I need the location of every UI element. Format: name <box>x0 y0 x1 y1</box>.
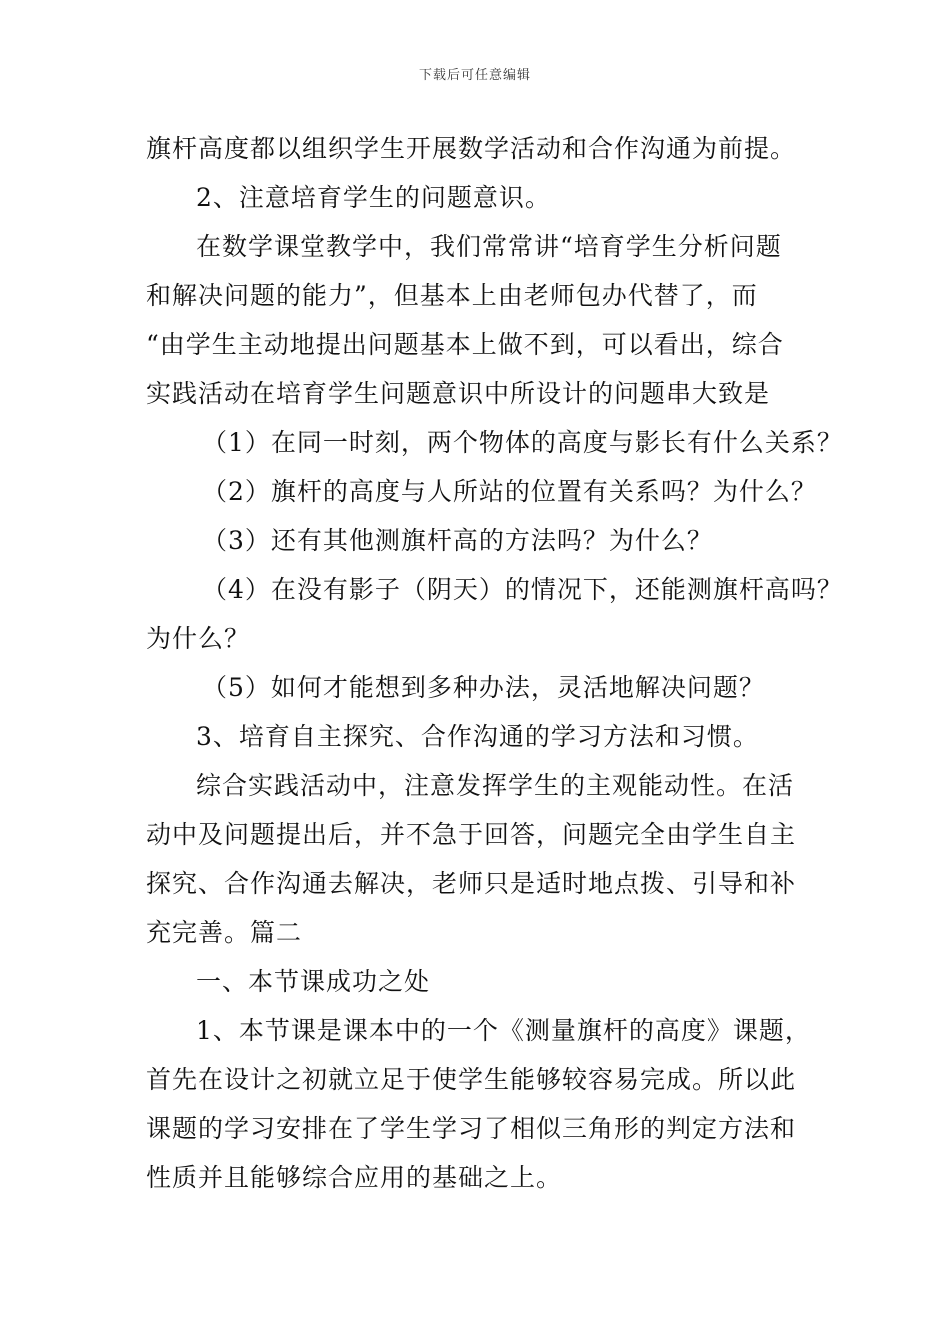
paragraph-line: 动中及问题提出后，并不急于回答，问题完全由学生自主 <box>146 820 797 849</box>
paragraph-line: 充完善。篇二 <box>146 918 303 947</box>
list-item: （4）在没有影子（阴天）的情况下，还能测旗杆高吗？ <box>202 575 843 604</box>
section-heading: 2、注意培育学生的问题意识。 <box>196 183 551 212</box>
paragraph-line: 综合实践活动中，注意发挥学生的主观能动性。在活 <box>196 771 795 800</box>
list-item: （2）旗杆的高度与人所站的位置有关系吗？为什么？ <box>202 477 817 506</box>
page-header: 下载后可任意编辑 <box>418 68 531 83</box>
list-item: （5）如何才能想到多种办法，灵活地解决问题？ <box>202 673 765 702</box>
paragraph-line: 在数学课堂教学中，我们常常讲“培育学生分析问题 <box>196 232 782 261</box>
paragraph-line: 旗杆高度都以组织学生开展数学活动和合作沟通为前提。 <box>146 134 797 163</box>
paragraph-line: 和解决问题的能力”，但基本上由老师包办代替了，而 <box>146 281 758 310</box>
paragraph-line: 1、本节课是课本中的一个《测量旗杆的高度》课题， <box>196 1016 811 1045</box>
paragraph-line: 性质并且能够综合应用的基础之上。 <box>146 1163 563 1192</box>
paragraph-line: 探究、合作沟通去解决，老师只是适时地点拨、引导和补 <box>146 869 797 898</box>
paragraph-line: 首先在设计之初就立足于使学生能够较容易完成。所以此 <box>146 1065 797 1094</box>
paragraph-line: 课题的学习安排在了学生学习了相似三角形的判定方法和 <box>146 1114 797 1143</box>
document-body <box>146 124 843 1202</box>
paragraph-line: “由学生主动地提出问题基本上做不到，可以看出，综合 <box>146 330 784 359</box>
paragraph-line: 实践活动在培育学生问题意识中所设计的问题串大致是 <box>146 379 771 408</box>
list-item-continuation: 为什么？ <box>146 624 251 653</box>
section-heading: 3、培育自主探究、合作沟通的学习方法和习惯。 <box>196 722 759 751</box>
section-heading: 一、本节课成功之处 <box>196 967 431 996</box>
list-item: （3）还有其他测旗杆高的方法吗？为什么？ <box>202 526 713 555</box>
list-item: （1）在同一时刻，两个物体的高度与影长有什么关系？ <box>202 428 843 457</box>
